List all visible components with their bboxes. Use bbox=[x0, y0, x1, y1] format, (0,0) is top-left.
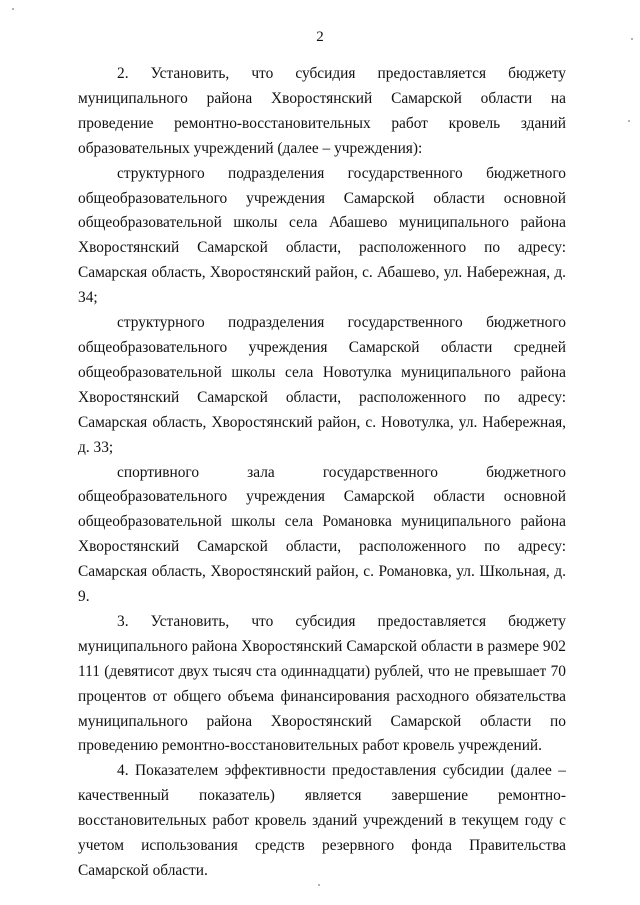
scan-speck bbox=[318, 884, 320, 886]
page-number: 2 bbox=[316, 29, 324, 45]
paragraph-gym-romanovka: спортивного зала государственного бюджетного общеобразовательного учреждения Самарской области основной общеобразовательной школы села Романовка муниципального района Хворостянский Самарской области, расположенного по адресу: Самарская область, Хворостянский район, с. Романовка, ул. Школьная, д. 9. bbox=[78, 463, 566, 606]
paragraph-item-3-subsidy-amount: 3. Установить, что субсидия предоставляется бюджету муниципального района Хворостянский Самарской области в размере 902 111 (девятисот двух тысяч ста одиннадцати) рублей, что не превышает 70 процентов от общего объема финансирования расходного обязательства муниципального района Хворостянский Самарской области по проведению ремонтно-восстановительных работ кровель учреждений. bbox=[78, 612, 566, 755]
paragraph-school-abashevo: структурного подразделения государственного бюджетного общеобразовательного учреждения Самарской области основной общеобразовательной школы села Абашево муниципального района Хворостянский Самарской области, расположенного по адресу: Самарская область, Хворостянский район, с. Абашево, ул. Набережная, д. 34; bbox=[78, 164, 566, 307]
paragraph-school-novotulka: структурного подразделения государственного бюджетного общеобразовательного учреждения Самарской области средней общеобразовательной школы села Новотулка муниципального района Хворостянский Самарской области, расположенного по адресу: Самарская область, Хворостянский район, с. Новотулка, ул. Набережная, д. 33; bbox=[78, 314, 566, 456]
paragraph-item-4-efficiency-indicator: 4. Показателем эффективности предоставления субсидии (далее – качественный показатель) является завершение ремонтно-восстановительных работ кровель зданий учреждений в текущем году с учетом использования средств резервного фонда Правительства Самарской области. bbox=[78, 762, 566, 879]
scan-speck bbox=[628, 120, 630, 122]
scan-speck bbox=[12, 8, 14, 10]
scan-speck bbox=[631, 38, 633, 40]
paragraph-item-2-subsidy-purpose: 2. Установить, что субсидия предоставляется бюджету муниципального района Хворостянский Самарской области на проведение ремонтно-восстановительных работ кровель зданий образовательных учреждений (далее – учреждения): bbox=[78, 65, 566, 157]
document-body bbox=[78, 62, 566, 884]
